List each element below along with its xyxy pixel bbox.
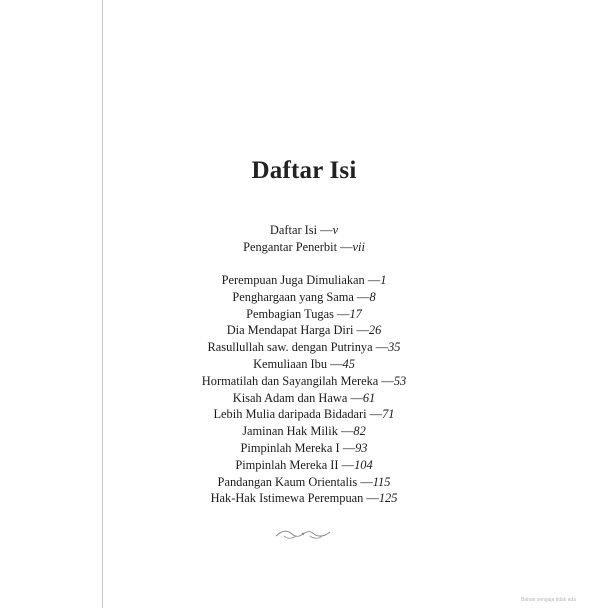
toc-entry: [0, 239, 608, 256]
toc-separator: —: [372, 340, 389, 355]
toc-entry-page: 82: [353, 424, 366, 439]
toc-separator: —: [353, 323, 369, 338]
toc-entry-label: Pimpinlah Mereka I: [240, 440, 340, 455]
toc-entry-label: Jaminan Hak Milik: [242, 424, 338, 439]
toc-entry: [0, 356, 608, 373]
toc-entry-page: 104: [354, 457, 373, 472]
toc-entry-label: Pimpinlah Mereka II: [235, 457, 339, 472]
toc-front-matter: [0, 222, 608, 256]
toc-separator: —: [366, 407, 383, 422]
toc-entry-label: Hormatilah dan Sayangilah Mereka: [201, 373, 379, 388]
toc-entry-page: 61: [362, 390, 376, 405]
toc-entry-label: Pandangan Kaum Orientalis: [217, 474, 358, 489]
flourish-ornament-icon: [274, 527, 332, 541]
toc-entry: [0, 457, 608, 474]
toc-separator: —: [327, 356, 343, 371]
toc-entry-label: Kemuliaan Ibu: [253, 356, 328, 371]
toc-separator: —: [353, 289, 370, 304]
toc-separator: —: [339, 440, 356, 455]
toc-entry: [0, 339, 608, 356]
toc-entry-label: Dia Mendapat Harga Diri: [226, 323, 354, 338]
toc-entry-page: 53: [393, 373, 407, 388]
toc-separator: —: [378, 373, 394, 388]
toc-entry-label: Lebih Mulia daripada Bidadari: [213, 407, 367, 422]
toc-chapters: [0, 272, 608, 507]
toc-entry-page: 115: [372, 474, 391, 489]
toc-entry-page: vii: [352, 239, 365, 254]
toc-entry: [0, 440, 608, 457]
toc-separator: —: [333, 306, 350, 321]
toc-entry-page: 26: [368, 323, 382, 338]
toc-entry-label: Kisah Adam dan Hawa: [232, 390, 348, 405]
toc-separator: —: [337, 424, 354, 439]
toc-entry-page: 17: [349, 306, 362, 321]
toc-entry: [0, 306, 608, 323]
toc-separator: —: [357, 474, 373, 489]
toc-entry-label: Hak-Hak Istimewa Perempuan: [210, 491, 364, 506]
toc-entry: [0, 390, 608, 407]
toc-entry-label: Pembagian Tugas: [246, 306, 334, 321]
toc-entry-page: 45: [342, 356, 355, 371]
toc-separator: —: [337, 239, 353, 254]
toc-entry: [0, 322, 608, 339]
toc-entry: [0, 406, 608, 423]
toc-separator: —: [338, 457, 355, 472]
toc-entry-page: 125: [378, 491, 398, 506]
toc-separator: —: [364, 273, 381, 287]
toc-separator: —: [363, 491, 379, 506]
toc-entry-label: Rasullullah saw. dengan Putrinya: [207, 340, 373, 355]
toc-entry-label: Perempuan Juga Dimuliakan: [221, 273, 365, 287]
toc-entry-page: 71: [382, 407, 395, 422]
toc-entry-page: 93: [355, 440, 368, 455]
toc-entry-label: Pengantar Penerbit: [243, 239, 338, 254]
toc-entry-page: v: [332, 223, 339, 237]
toc-entry: [0, 490, 608, 507]
toc-entry: [0, 222, 608, 239]
toc-separator: —: [317, 223, 333, 237]
toc-entry: [0, 272, 608, 289]
toc-entry-label: Daftar Isi: [269, 223, 318, 237]
toc-entry: [0, 423, 608, 440]
toc-entry: [0, 373, 608, 390]
toc-entry-page: 8: [369, 289, 376, 304]
toc-entry: [0, 474, 608, 491]
watermark: Bahan sengaja tidak ada: [520, 597, 576, 603]
toc-entry: [0, 289, 608, 306]
toc-entry-page: 1: [380, 273, 387, 287]
toc-entry-page: 35: [388, 340, 401, 355]
toc-separator: —: [347, 390, 363, 405]
toc-entry-label: Penghargaan yang Sama: [232, 289, 354, 304]
page-title: Daftar Isi: [251, 156, 357, 184]
